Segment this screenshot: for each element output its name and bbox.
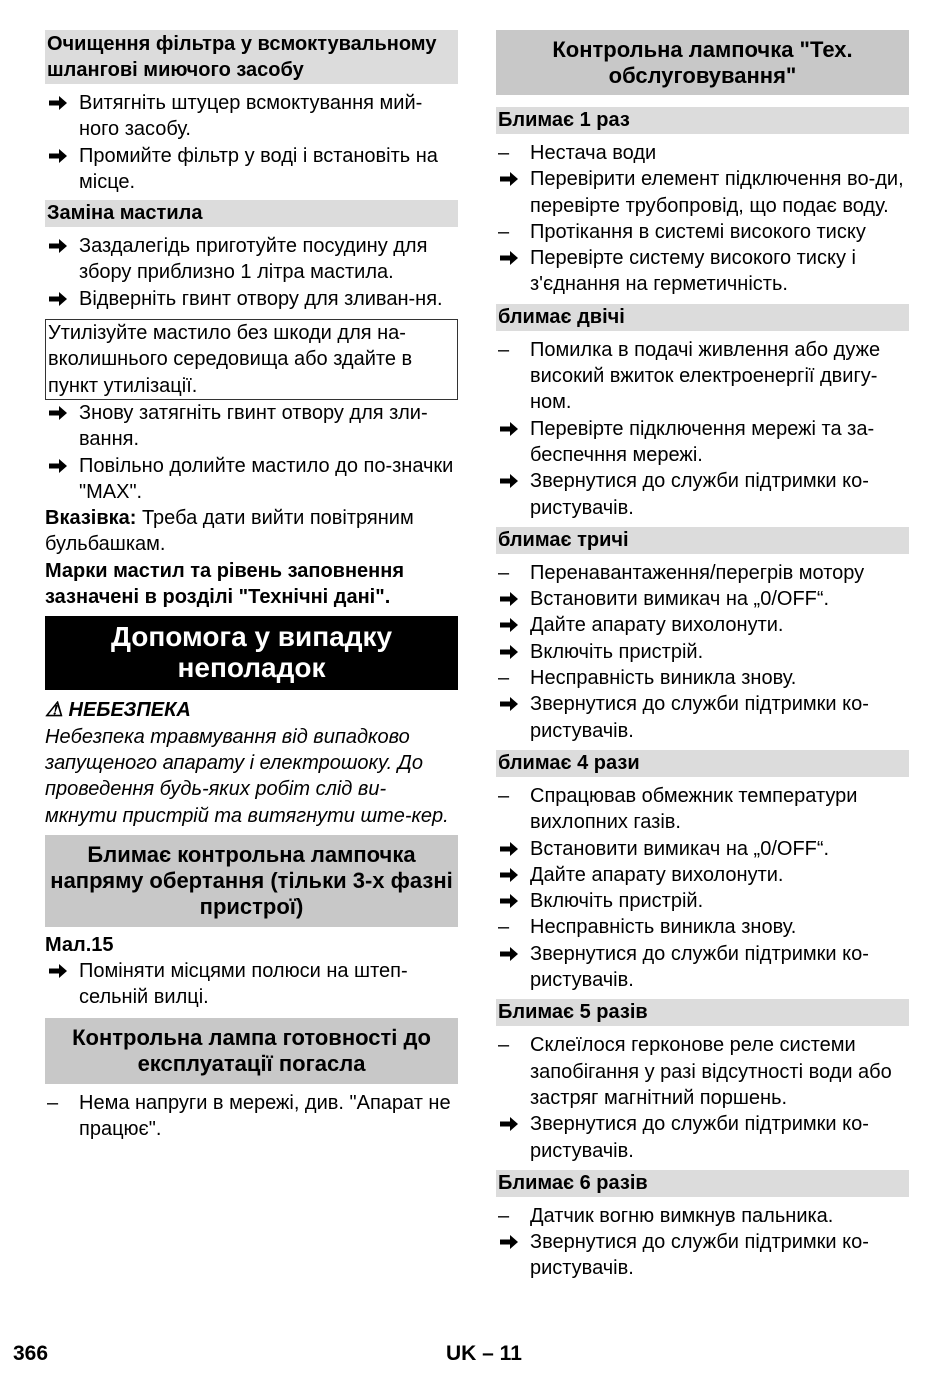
list-oil-change [45,233,458,312]
arrow-right-icon [499,862,525,883]
blink-heading: Блимає 5 разів [496,999,909,1026]
list-item-text: Відверніть гвинт отвору для зливан-ня. [79,287,443,310]
list-item [496,783,909,836]
arrow-right-icon [499,586,525,607]
dash-marker: – [47,1091,59,1114]
dash-marker: – [498,1034,510,1057]
arrow-right-icon [48,233,74,254]
list-item [496,941,909,994]
list-item-text: Звернутися до служби підтримки ко-ристувачів. [530,1231,869,1280]
dash-marker: – [498,142,510,164]
list-item [496,560,909,586]
section-title-ready-lamp: Контрольна лампа готовності до експлуатації погасла [45,1018,458,1084]
danger-block [45,697,458,828]
list-item [496,665,909,691]
list-item-text: Звернутися до служби підтримки ко-ристувачів. [530,1113,869,1162]
dash-marker: – [498,338,510,361]
list-item-text: Датчик вогню вимкнув пальника. [530,1204,834,1227]
list-item-text: Спрацював обмежник температури вихлопних газів. [530,784,858,834]
list-item [45,90,458,143]
list-item [45,233,458,286]
blink-heading: Блимає 1 раз [496,107,909,134]
list-item-text: Нестача води [530,142,657,164]
troubleshooting-title: Допомога у випадку неполадок [45,616,458,690]
list-item [496,1229,909,1282]
list-item-text: Протікання в системі високого тиску [530,220,866,243]
arrow-right-icon [499,1229,525,1250]
list-item [45,400,458,453]
list-item-text: Звернутися до служби підтримки ко-ристувачів. [530,470,869,519]
list-item [496,219,909,245]
list-item [45,286,458,312]
figure-label: Мал.15 [45,933,114,956]
list-item [496,166,909,219]
list-item-text: Несправність виникла знову. [530,916,797,939]
arrow-right-icon [499,416,525,437]
arrow-right-icon [499,888,525,909]
blink-items [496,1032,909,1163]
danger-text: Небезпека травмування від випадково запущеного апарату і електрошоку. До проведення будь-яких робіт слід ви-мкнути пристрій та витягнути ште-кер. [45,725,449,827]
list-item-text: Поміняти місцями полюси на штеп-сельній вилці. [79,960,408,1009]
dash-marker: – [498,916,510,939]
blink-sections [496,107,909,1282]
dash-marker: – [498,784,510,807]
blink-items [496,560,909,744]
section-title-oil-change: Заміна мастила [45,200,458,227]
blink-items [496,1203,909,1282]
blink-heading: блимає 4 рази [496,750,909,777]
list-rotation-lamp [45,958,458,1011]
list-item [496,1111,909,1164]
blink-heading: Блимає 6 разів [496,1170,909,1197]
oil-grades-note: Марки мастил та рівень заповнення зазначені в розділі "Технічні дані". [45,559,404,609]
list-item-text: Включіть пристрій. [530,640,704,663]
danger-label: НЕБЕЗПЕКА [68,699,191,722]
arrow-right-icon [48,400,74,421]
section-title-service-lamp: Контрольна лампочка "Тех. обслуговування" [496,30,909,95]
list-item [496,416,909,469]
dash-marker: – [498,1204,510,1227]
left-column [45,30,458,1142]
list-item-text: Встановити вимикач на „0/OFF“. [530,588,830,611]
hint-label: Вказівка: [45,507,137,530]
arrow-right-icon [499,1111,525,1132]
list-item [496,691,909,744]
list-item-text: Дайте апарату вихолонути. [530,614,784,637]
hint-paragraph [45,505,458,558]
list-item [496,836,909,862]
list-item-text: Повільно долийте мастило до по-значки "MAX". [79,454,454,503]
list-ready-lamp [45,1090,458,1143]
list-item-text: Помилка в подачі живлення або дуже високий вжиток електроенергії двигу-ном. [530,338,881,414]
environment-note-box: Утилізуйте мастило без шкоди для на-вколишнього середовища або здайте в пункт утилізації. [45,319,458,400]
list-item-text: Заздалегідь приготуйте посудину для збору приблизно 1 літра мастила. [79,235,428,284]
list-item [496,639,909,665]
list-item-text: Несправність виникла знову. [530,667,797,690]
list-item-text: Звернутися до служби підтримки ко-ристувачів. [530,693,869,742]
list-item-text: Знову затягніть гвинт отвору для зли-вання. [79,401,428,451]
danger-heading [45,697,458,723]
blink-items [496,783,909,993]
blink-items [496,140,909,298]
list-item [45,453,458,506]
list-item-text: Включіть пристрій. [530,890,704,913]
list-item-text: Звернутися до служби підтримки ко-ристувачів. [530,942,869,992]
page-number: 366 [13,1342,49,1365]
list-item-text: Дайте апарату вихолонути. [530,863,784,886]
arrow-right-icon [48,90,74,111]
section-title-filter-cleaning: Очищення фільтра у всмоктувальному шлангові миючого засобу [45,30,458,84]
list-item [45,958,458,1011]
list-item [496,612,909,638]
arrow-right-icon [499,941,525,962]
arrow-right-icon [499,612,525,633]
list-item [496,888,909,914]
list-item-text: Нема напруги в мережі, див. "Апарат не працює". [79,1091,451,1141]
list-item [45,1090,458,1143]
dash-marker: – [498,561,510,584]
arrow-right-icon [48,958,74,979]
list-item-text: Перевірте систему високого тиску і з'єднання на герметичність. [530,247,856,296]
dash-marker: – [498,667,510,690]
arrow-right-icon [499,639,525,660]
arrow-right-icon [48,286,74,307]
list-item [496,1203,909,1229]
hint-text: Треба дати вийти повітряним бульбашкам. [45,507,414,556]
list-item [496,245,909,298]
section-title-rotation-lamp: Блимає контрольна лампочка напряму обертання (тільки 3-х фазні пристрої) [45,835,458,927]
list-item [496,468,909,521]
blink-heading: блимає двічі [496,304,909,331]
arrow-right-icon [499,245,525,266]
list-item [496,914,909,940]
arrow-right-icon [499,691,525,712]
list-filter-cleaning [45,90,458,195]
list-item [496,337,909,416]
right-column [496,30,909,1282]
arrow-right-icon [499,166,525,187]
list-item-text: Перенавантаження/перегрів мотору [530,561,865,584]
list-item-text: Склеїлося герконове реле системи запобігання у разі відсутності води або застряг магнітний поршень. [530,1034,892,1109]
page-code: UK – 11 [446,1342,522,1365]
list-item [45,143,458,196]
list-item [496,1032,909,1111]
list-item-text: Встановити вимикач на „0/OFF“. [530,837,830,860]
blink-heading: блимає тричі [496,527,909,554]
arrow-right-icon [499,468,525,489]
list-item-text: Перевірити елемент підключення во-ди, перевірте трубопровід, що подає воду. [530,168,904,217]
list-oil-change-continued [45,400,458,505]
dash-marker: – [498,220,510,243]
list-item-text: Промийте фільтр у воді і встановіть на місце. [79,144,438,193]
list-item-text: Перевірте підключення мережі та за-беспечння мережі. [530,417,875,466]
arrow-right-icon [48,453,74,474]
warning-triangle-icon: ⚠ [45,699,63,722]
arrow-right-icon [499,836,525,857]
list-item [496,862,909,888]
list-item [496,140,909,166]
arrow-right-icon [48,143,74,164]
list-item-text: Витягніть штуцер всмоктування мий-ного засобу. [79,92,423,141]
list-item [496,586,909,612]
blink-items [496,337,909,521]
